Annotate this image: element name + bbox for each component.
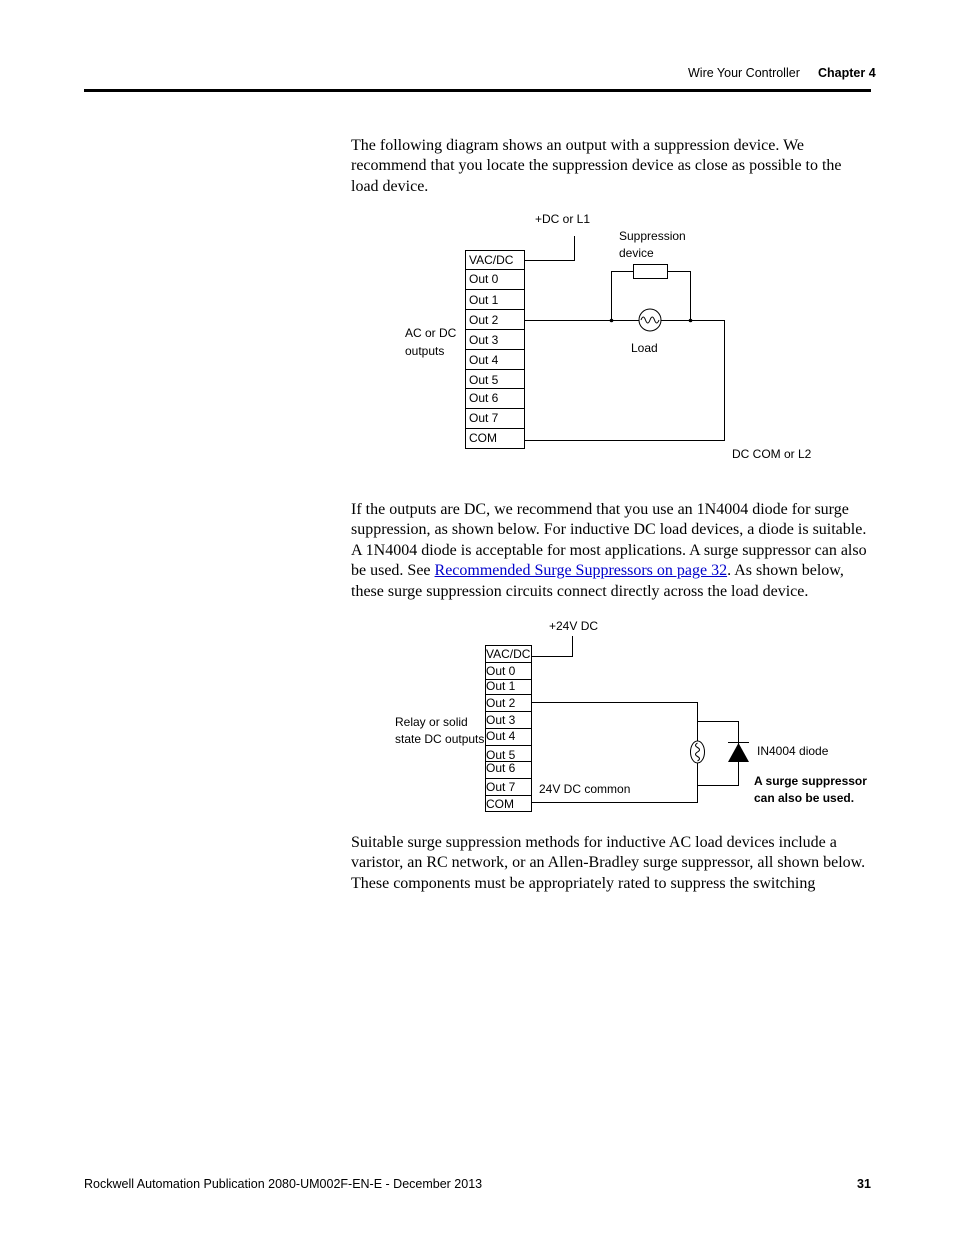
terminal-label: Out 5 xyxy=(486,748,516,762)
outputs-group-label: outputs xyxy=(405,344,445,358)
terminal-label: COM xyxy=(486,797,514,811)
terminal-label: COM xyxy=(469,431,497,445)
terminal-label: VAC/DC xyxy=(469,253,514,267)
running-header-chapter: Chapter 4 xyxy=(818,66,876,80)
outputs-group-label: AC or DC xyxy=(405,326,457,340)
diode-suppression-diagram xyxy=(380,605,880,820)
running-header-section: Wire Your Controller xyxy=(688,66,800,80)
suppression-device-diagram xyxy=(380,200,820,470)
suppressor-note: A surge suppressor xyxy=(754,774,867,788)
diode-label: IN4004 diode xyxy=(757,744,829,758)
header-rule xyxy=(84,89,871,92)
terminal-label: Out 1 xyxy=(486,679,516,693)
paragraph-text: . As shown below, these surge suppression circuits connect directly across the load device. xyxy=(351,562,844,600)
suppressor-note: can also be used. xyxy=(754,791,855,805)
paragraph-text: If the outputs are DC, we recommend that you use an 1N4004 diode for surge suppression, as shown below. For inductive DC load devices, a diode is suitable. A 1N4004 diode is acceptable for most applications. A surge suppressor can also be used. See xyxy=(351,501,867,580)
supply-label: +24V DC xyxy=(549,619,599,633)
terminal-label: Out 6 xyxy=(486,761,516,775)
supply-label: +DC or L1 xyxy=(535,212,591,226)
intro-paragraph: The following diagram shows an output with a suppression device. We recommend that you locate the suppression device as close as possible to the load device. xyxy=(351,137,842,195)
terminal-label: Out 4 xyxy=(469,353,499,367)
terminal-label: Out 5 xyxy=(469,373,499,387)
terminal-label: Out 1 xyxy=(469,293,499,307)
dc-outputs-paragraph xyxy=(351,500,873,602)
terminal-label: Out 2 xyxy=(486,696,516,710)
outputs-group-label: state DC outputs xyxy=(395,732,485,746)
terminal-label: Out 6 xyxy=(469,391,499,405)
terminal-label: Out 2 xyxy=(469,313,499,327)
suppression-device-label: Suppression xyxy=(619,229,686,243)
terminal-label: Out 7 xyxy=(486,780,516,794)
common-label: DC COM or L2 xyxy=(732,447,812,461)
footer-publication: Rockwell Automation Publication 2080-UM002F-EN-E - December 2013 xyxy=(84,1177,483,1191)
load-label: Load xyxy=(631,341,658,355)
terminal-label: Out 0 xyxy=(486,664,516,678)
suppression-device-label: device xyxy=(619,246,654,260)
terminal-label: Out 3 xyxy=(486,713,516,727)
terminal-label: Out 0 xyxy=(469,272,499,286)
surge-suppressors-link[interactable]: Recommended Surge Suppressors on page 32 xyxy=(434,562,728,580)
terminal-label: Out 3 xyxy=(469,333,499,347)
common-label: 24V DC common xyxy=(539,782,631,796)
ac-suppression-paragraph: Suitable surge suppression methods for inductive AC load devices include a varistor, an RC network, or an Allen-Bradley surge suppressor, all shown below. These components must be appropriately rated to suppress the switching xyxy=(351,834,866,892)
terminal-label: Out 4 xyxy=(486,729,516,743)
page-number: 31 xyxy=(857,1177,871,1191)
terminal-label: VAC/DC xyxy=(486,647,531,661)
outputs-group-label: Relay or solid xyxy=(395,715,468,729)
terminal-label: Out 7 xyxy=(469,411,499,425)
